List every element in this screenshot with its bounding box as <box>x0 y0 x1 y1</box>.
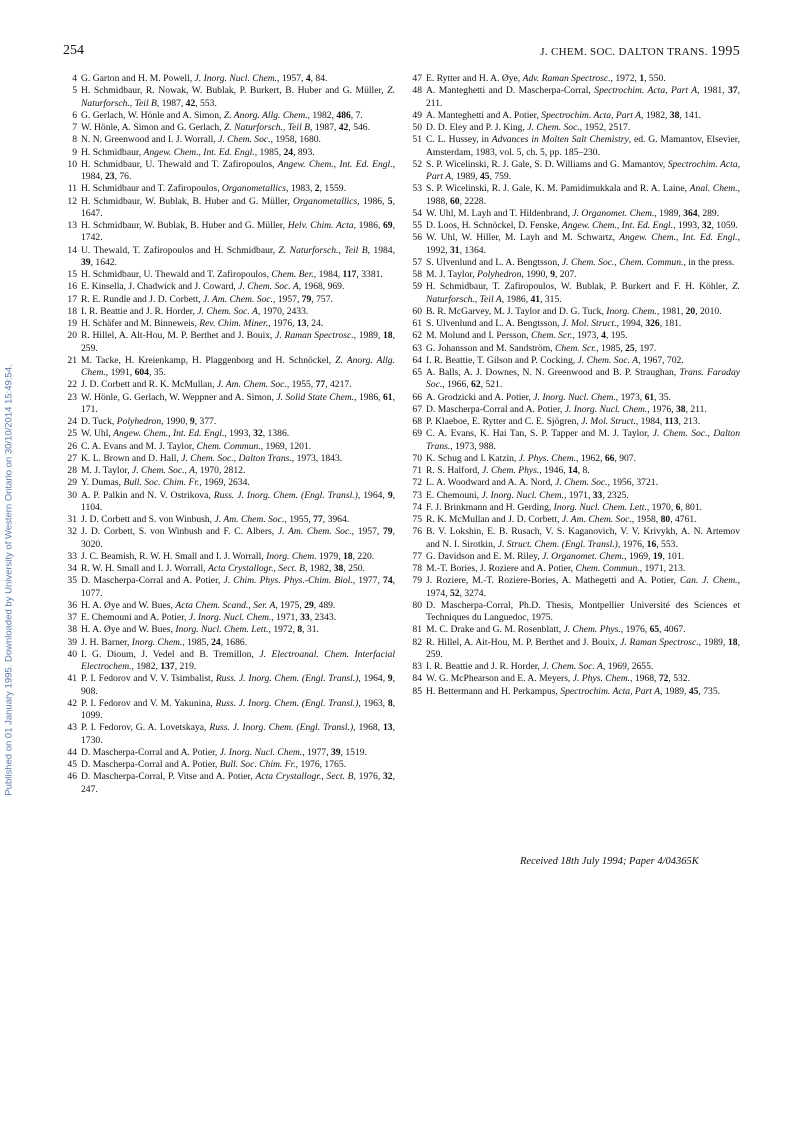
reference-number: 77 <box>412 550 422 562</box>
reference-number: 61 <box>412 318 422 329</box>
reference-item <box>63 147 395 159</box>
reference-text: E. Chemouni and A. Potier, J. Inorg. Nucl. Chem., 1971, 33, 2343. <box>81 612 337 623</box>
reference-number: 56 <box>412 232 422 244</box>
reference-number: 42 <box>67 697 77 709</box>
reference-number: 79 <box>412 575 422 587</box>
reference-number: 45 <box>67 759 77 770</box>
reference-number: 12 <box>67 195 77 207</box>
reference-number: 60 <box>412 305 422 317</box>
reference-text: D. Mascherpa-Corral and A. Potier, Bull. Soc. Chim. Fr., 1976, 1765. <box>81 759 347 770</box>
reference-number: 37 <box>67 612 77 623</box>
reference-number: 66 <box>412 391 422 403</box>
reference-text: D. Mascherpa-Corral, P. Vitse and A. Potier, Acta Crystallogr., Sect. B, 1976, 32, 247. <box>81 771 395 795</box>
reference-number: 7 <box>72 122 77 133</box>
reference-item <box>408 269 740 281</box>
reference-text: H. Schmidbaur, W. Bublak, B. Huber and G. Müller, Helv. Chim. Acta, 1986, 69, 1742. <box>81 220 395 244</box>
reference-text: W. Hönle, G. Gerlach, W. Weppner and A. Simon, J. Solid State Chem., 1986, 61, 171. <box>81 391 395 415</box>
reference-text: W. Uhl, Angew. Chem., Int. Ed. Engl., 1993, 32, 1386. <box>81 428 290 440</box>
reference-item <box>408 600 740 625</box>
reference-item <box>63 698 395 723</box>
reference-number: 28 <box>67 465 77 476</box>
reference-text: M. C. Drake and G. M. Rosenblatt, J. Chem. Phys., 1976, 65, 4067. <box>426 624 686 636</box>
reference-text: A. P. Palkin and N. V. Ostrikova, Russ. J. Inorg. Chem. (Engl. Transl.), 1964, 9, 1104. <box>81 489 396 513</box>
reference-item <box>408 343 740 355</box>
reference-item <box>408 465 740 477</box>
reference-text: B. V. Lokshin, E. B. Rusach, V. S. Kaganovich, V. V. Krivykh, A. N. Artemov and N. I. Sirotkin, J. Struct. Chem. (Engl. Transl.), 1976, 16, 553. <box>426 526 740 550</box>
reference-item <box>63 575 395 600</box>
reference-number: 22 <box>67 379 77 391</box>
reference-item <box>408 134 740 159</box>
reference-text: I. R. Beattie and J. R. Horder, J. Chem. Soc. A, 1970, 2433. <box>81 305 309 317</box>
references-right-column <box>408 73 740 698</box>
reference-text: J. D. Corbett, S. von Winbush and F. C. Albers, J. Am. Chem. Soc., 1957, 79, 3020. <box>81 526 395 550</box>
reference-number: 30 <box>67 489 77 501</box>
reference-text: P. Klaeboe, E. Rytter and C. E. Sjögren, J. Mol. Struct., 1984, 113, 213. <box>426 416 701 427</box>
reference-number: 6 <box>72 109 77 121</box>
reference-text: S. P. Wicelinski, R. J. Gale, S. D. Williams and G. Mamantov, Spectrochim. Acta, Part A, 1989, 45, 759. <box>426 158 741 182</box>
reference-number: 4 <box>72 73 77 84</box>
reference-number: 85 <box>412 685 422 697</box>
reference-item <box>63 318 395 330</box>
reference-item <box>63 416 395 428</box>
reference-number: 27 <box>67 452 77 464</box>
reference-item <box>408 551 740 563</box>
reference-item <box>63 453 395 465</box>
reference-item <box>63 526 395 551</box>
reference-text: M. J. Taylor, J. Chem. Soc., A, 1970, 2812. <box>81 465 246 476</box>
reference-item <box>63 637 395 649</box>
reference-number: 19 <box>67 318 77 329</box>
reference-number: 40 <box>67 648 77 660</box>
reference-number: 16 <box>67 281 77 293</box>
reference-item <box>63 441 395 453</box>
reference-text: M. Tacke, H. Kreienkamp, H. Plaggenborg and H. Schnöckel, Z. Anorg. Allg. Chem., 1991, 604, 35. <box>81 354 395 378</box>
reference-item <box>63 110 395 122</box>
reference-number: 13 <box>67 220 77 231</box>
reference-item <box>63 747 395 759</box>
reference-text: S. P. Wicelinski, R. J. Gale, K. M. Pamidimukkala and R. A. Laine, Anal. Chem., 1988, 60, 2228. <box>426 183 740 207</box>
reference-text: J. D. Corbett and R. K. McMullan, J. Am. Chem. Soc., 1955, 77, 4217. <box>81 379 352 391</box>
reference-number: 34 <box>67 563 77 574</box>
reference-number: 38 <box>67 624 77 636</box>
reference-text: H. A. Øye and W. Bues, Inorg. Nucl. Chem. Lett., 1972, 8, 31. <box>81 624 319 636</box>
reference-text: G. Johansson and M. Sandström, Chem. Scr., 1985, 25, 197. <box>426 342 657 354</box>
reference-item <box>63 159 395 184</box>
reference-text: B. R. McGarvey, M. J. Taylor and D. G. Tuck, Inorg. Chem., 1981, 20, 2010. <box>426 305 722 317</box>
reference-number: 33 <box>67 550 77 562</box>
reference-number: 20 <box>67 330 77 342</box>
reference-item <box>408 257 740 269</box>
reference-text: M. J. Taylor, Polyhedron, 1990, 9, 207. <box>426 269 577 280</box>
reference-text: C. A. Evans, K. Hai Tan, S. P. Tapper and M. J. Taylor, J. Chem. Soc., Dalton Trans., 1973, 988. <box>426 428 740 452</box>
reference-item <box>63 269 395 281</box>
reference-item <box>408 73 740 85</box>
reference-text: D. Mascherpa-Corral and A. Potier, J. Chim. Phys. Phys.-Chim. Biol., 1977, 74, 1077. <box>81 575 396 599</box>
reference-number: 65 <box>412 367 422 378</box>
reference-number: 47 <box>412 73 422 84</box>
reference-item <box>63 392 395 417</box>
reference-number: 5 <box>72 85 77 97</box>
reference-text: G. Gerlach, W. Hönle and A. Simon, Z. Anorg. Allg. Chem., 1982, 486, 7. <box>81 109 363 121</box>
reference-item <box>408 318 740 330</box>
download-watermark <box>2 330 16 830</box>
reference-text: S. Ulvenlund and L. A. Bengtsson, J. Mol. Struct., 1994, 326, 181. <box>426 318 682 329</box>
reference-number: 72 <box>412 477 422 489</box>
reference-text: D. D. Eley and P. J. King, J. Chem. Soc., 1952, 2517. <box>426 122 631 133</box>
reference-item <box>408 416 740 428</box>
reference-text: E. Rytter and H. A. Øye, Adv. Raman Spectrosc., 1972, 1, 550. <box>426 73 666 84</box>
reference-text: A. Manteghetti and A. Potier, Spectrochim. Acta, Part A, 1982, 38, 141. <box>426 109 701 121</box>
reference-text: W. Uhl, W. Hiller, M. Layh and M. Schwartz, Angew. Chem., Int. Ed. Engl., 1992, 31, 1364. <box>426 232 740 256</box>
reference-text: J. H. Barner, Inorg. Chem., 1985, 24, 1686. <box>81 636 248 648</box>
reference-text: M. Molund and I. Persson, Chem. Scr., 1973, 4, 195. <box>426 330 628 342</box>
references-left-column <box>63 73 395 796</box>
reference-number: 82 <box>412 636 422 648</box>
reference-text: R. W. H. Small and I. J. Worrall, Acta Crystallogr., Sect. B, 1982, 38, 250. <box>81 563 365 574</box>
reference-item <box>408 661 740 673</box>
reference-text: K. L. Brown and D. Hall, J. Chem. Soc., Dalton Trans., 1973, 1843. <box>81 452 343 464</box>
reference-item <box>63 465 395 477</box>
reference-number: 80 <box>412 599 422 611</box>
reference-item <box>408 110 740 122</box>
reference-item <box>63 183 395 195</box>
reference-number: 17 <box>67 293 77 305</box>
page-number: 254 <box>63 43 84 58</box>
reference-item <box>408 306 740 318</box>
reference-item <box>63 85 395 110</box>
reference-item <box>63 122 395 134</box>
reference-number: 70 <box>412 452 422 464</box>
reference-item <box>408 637 740 662</box>
reference-number: 23 <box>67 391 77 403</box>
reference-text: I. R. Beattie, T. Gilson and P. Cocking, J. Chem. Soc. A, 1967, 702. <box>426 354 684 366</box>
reference-text: G. Garton and H. M. Powell, J. Inorg. Nucl. Chem., 1957, 4, 84. <box>81 73 328 84</box>
reference-text: R. Hillel, A. Alt-Hou, M. P. Berthet and J. Bouix, J. Raman Spectrosc., 1989, 18, 259. <box>81 330 395 354</box>
reference-item <box>63 73 395 85</box>
reference-text: R. S. Halford, J. Chem. Phys., 1946, 14, 8. <box>426 465 590 476</box>
reference-number: 58 <box>412 269 422 280</box>
reference-item <box>408 453 740 465</box>
reference-item <box>408 330 740 342</box>
reference-number: 53 <box>412 183 422 195</box>
reference-item <box>63 722 395 747</box>
reference-item <box>408 122 740 134</box>
received-line: Received 18th July 1994; Paper 4/04365K <box>520 856 699 867</box>
reference-item <box>408 624 740 636</box>
reference-text: D. Mascherpa-Corral, Ph.D. Thesis, Montpellier Université des Sciences et Techniques du Languedoc, 1975. <box>426 599 740 623</box>
reference-item <box>408 220 740 232</box>
reference-number: 32 <box>67 526 77 538</box>
reference-number: 43 <box>67 722 77 734</box>
reference-number: 50 <box>412 122 422 133</box>
reference-item <box>63 134 395 146</box>
reference-number: 64 <box>412 354 422 366</box>
reference-text: P. I. Fedorov and V. M. Yakunina, Russ. J. Inorg. Chem. (Engl. Transl.), 1963, 8, 1099. <box>81 697 396 721</box>
reference-number: 14 <box>67 244 77 256</box>
reference-number: 21 <box>67 354 77 366</box>
reference-text: H. Bettermann and H. Perkampus, Spectrochim. Acta, Part A, 1989, 45, 735. <box>426 685 721 697</box>
reference-item <box>63 379 395 391</box>
reference-text: E. Chemouni, J. Inorg. Nucl. Chem., 1971, 33, 2325. <box>426 489 629 501</box>
reference-item <box>63 306 395 318</box>
reference-item <box>63 551 395 563</box>
reference-item <box>408 367 740 392</box>
reference-item <box>63 294 395 306</box>
download-note: Published on 01 January 1995. Downloaded by University of Western Ontario on 30/10/2014 15:49:54. <box>3 364 15 796</box>
reference-text: W. Uhl, M. Layh and T. Hildenbrand, J. Organomet. Chem., 1989, 364, 289. <box>426 207 720 219</box>
reference-text: P. I. Fedorov and V. V. Tsimbalist, Russ. J. Inorg. Chem. (Engl. Transl.), 1964, 9, 908. <box>81 673 395 697</box>
reference-text: A. Manteghetti and D. Mascherpa-Corral, Spectrochim. Acta, Part A, 1981, 37, 211. <box>426 85 741 109</box>
reference-number: 52 <box>412 158 422 170</box>
reference-text: Y. Dumas, Bull. Soc. Chim. Fr., 1969, 2634. <box>81 477 250 489</box>
reference-number: 35 <box>67 575 77 587</box>
reference-text: D. Mascherpa-Corral and A. Potier, J. Inorg. Nucl. Chem., 1976, 38, 211. <box>426 403 707 415</box>
reference-text: D. Loos, H. Schnöckel, D. Fenske, Angew. Chem., Int. Ed. Engl., 1993, 32, 1059. <box>426 220 738 231</box>
reference-text: H. Schmidbaur, U. Thewald and T. Zafiropoulos, Angew. Chem., Int. Ed. Engl., 1984, 23, 76. <box>81 158 396 182</box>
reference-text: L. A. Woodward and A. A. Nord, J. Chem. Soc., 1956, 3721. <box>426 477 658 489</box>
reference-text: H. Schmidbaur, U. Thewald and T. Zafiropoulos, Chem. Ber., 1984, 117, 3381. <box>81 269 383 280</box>
reference-text: I. G. Dioum, J. Vedel and B. Tremillon, J. Electroanal. Chem. Interfacial Electrochem., 1982, 137, 219. <box>81 648 395 672</box>
reference-number: 78 <box>412 563 422 574</box>
reference-item <box>408 686 740 698</box>
journal-year: 1995 <box>710 44 740 59</box>
reference-number: 11 <box>67 183 77 195</box>
reference-text: A. Balls, A. J. Downes, N. N. Greenwood and B. P. Straughan, Trans. Faraday Soc., 1966, 62, 521. <box>426 367 741 391</box>
reference-text: H. A. Øye and W. Bues, Acta Chem. Scand., Ser. A, 1975, 29, 489. <box>81 599 336 611</box>
reference-number: 83 <box>412 661 422 672</box>
reference-item <box>63 428 395 440</box>
reference-text: I. R. Beattie and J. R. Horder, J. Chem. Soc. A, 1969, 2655. <box>426 661 654 672</box>
reference-text: U. Thewald, T. Zafiropoulos and H. Schmidbaur, Z. Naturforsch., Teil B, 1984, 39, 1642. <box>81 244 395 268</box>
reference-text: J. D. Corbett and S. von Winbush, J. Am. Chem. Soc., 1955, 77, 3964. <box>81 514 350 525</box>
reference-text: D. Mascherpa-Corral and A. Potier, J. Inorg. Nucl. Chem., 1977, 39, 1519. <box>81 746 367 758</box>
reference-text: S. Ulvenlund and L. A. Bengtsson, J. Chem. Soc., Chem. Commun., in the press. <box>426 256 735 268</box>
reference-text: C. A. Evans and M. J. Taylor, Chem. Commun., 1969, 1201. <box>81 440 312 452</box>
reference-number: 68 <box>412 416 422 427</box>
reference-item <box>63 624 395 636</box>
reference-text: W. G. McPhearson and E. A. Meyers, J. Phys. Chem., 1968, 72, 532. <box>426 673 690 685</box>
reference-number: 51 <box>412 134 422 146</box>
reference-number: 67 <box>412 403 422 415</box>
reference-item <box>63 612 395 624</box>
reference-item <box>63 245 395 270</box>
reference-text: W. Hönle, A. Simon and G. Gerlach, Z. Naturforsch., Teil B, 1987, 42, 546. <box>81 122 370 133</box>
reference-number: 46 <box>67 771 77 783</box>
reference-item <box>408 208 740 220</box>
reference-number: 18 <box>67 305 77 317</box>
reference-item <box>63 673 395 698</box>
reference-number: 9 <box>72 146 77 158</box>
reference-item <box>408 673 740 685</box>
reference-number: 44 <box>67 746 77 758</box>
reference-text: H. Schmidbaur, T. Zafiropoulos, W. Bublak, P. Burkert and F. H. Köhler, Z. Naturforsch., Teil A, 1986, 41, 315. <box>426 281 740 305</box>
reference-item <box>408 392 740 404</box>
reference-number: 36 <box>67 599 77 611</box>
reference-text: R. K. McMullan and J. D. Corbett, J. Am. Chem. Soc., 1958, 80, 4761. <box>426 514 697 525</box>
reference-number: 74 <box>412 501 422 513</box>
reference-number: 10 <box>67 158 77 170</box>
reference-number: 69 <box>412 428 422 440</box>
reference-number: 57 <box>412 256 422 268</box>
reference-text: D. Tuck, Polyhedron, 1990, 9, 377. <box>81 416 217 427</box>
reference-number: 29 <box>67 477 77 489</box>
reference-number: 84 <box>412 673 422 685</box>
reference-number: 73 <box>412 489 422 501</box>
reference-number: 39 <box>67 636 77 648</box>
reference-item <box>408 575 740 600</box>
reference-text: H. Schäfer and M. Binneweis, Rev. Chim. Miner., 1976, 13, 24. <box>81 318 324 329</box>
reference-item <box>408 159 740 184</box>
reference-text: R. Hillel, A. Ait-Hou, M. P. Berthet and J. Bouix, J. Raman Spectrosc., 1989, 18, 259. <box>426 636 740 660</box>
reference-item <box>63 330 395 355</box>
reference-item <box>408 428 740 453</box>
reference-item <box>408 526 740 551</box>
reference-text: H. Schmidbaur, W. Bublak, B. Huber and G. Müller, Organometallics, 1986, 5, 1647. <box>81 195 395 219</box>
reference-text: C. L. Hussey, in Advances in Molten Salt Chemistry, ed. G. Mamantov, Elsevier, Amsterdam, 1983, vol. 5, ch. 5, pp. 185–230. <box>426 134 740 158</box>
reference-number: 31 <box>67 514 77 525</box>
reference-item <box>408 563 740 575</box>
reference-number: 71 <box>412 465 422 476</box>
reference-number: 76 <box>412 526 422 538</box>
reference-text: F. J. Brinkmann and H. Gerding, Inorg. Nucl. Chem. Lett., 1970, 6, 801. <box>426 501 703 513</box>
page-header <box>63 43 740 61</box>
reference-text: H. Schmidbaur, R. Nowak, W. Bublak, P. Burkert, B. Huber and G. Müller, Z. Naturforsch., Teil B, 1987, 42, 553. <box>81 85 395 109</box>
journal-name: J. CHEM. SOC. DALTON TRANS. <box>540 46 708 58</box>
reference-text: A. Grodzicki and A. Potier, J. Inorg. Nucl. Chem., 1973, 61, 35. <box>426 391 671 403</box>
reference-number: 25 <box>67 428 77 440</box>
reference-text: M.-T. Bories, J. Roziere and A. Potier, Chem. Commun., 1971, 213. <box>426 563 686 574</box>
reference-text: H. Schmidbaur, Angew. Chem., Int. Ed. Engl., 1985, 24, 893. <box>81 146 315 158</box>
reference-item <box>408 490 740 502</box>
reference-item <box>63 771 395 796</box>
reference-number: 24 <box>67 416 77 427</box>
reference-item <box>63 490 395 515</box>
reference-text: P. I. Fedorov, G. A. Lovetskaya, Russ. J. Inorg. Chem. (Engl. Transl.), 1968, 13, 1730. <box>81 722 395 746</box>
reference-number: 81 <box>412 624 422 636</box>
reference-item <box>63 600 395 612</box>
reference-item <box>63 281 395 293</box>
reference-text: G. Davidson and E. M. Riley, J. Organomet. Chem., 1969, 19, 101. <box>426 550 685 562</box>
reference-number: 54 <box>412 207 422 219</box>
reference-item <box>63 649 395 674</box>
reference-item <box>63 759 395 771</box>
reference-text: J. C. Beamish, R. W. H. Small and I. J. Worrall, Inorg. Chem. 1979, 18, 220. <box>81 550 375 562</box>
reference-number: 62 <box>412 330 422 342</box>
reference-item <box>63 355 395 380</box>
reference-item <box>408 404 740 416</box>
reference-number: 75 <box>412 514 422 525</box>
reference-item <box>408 281 740 306</box>
reference-number: 15 <box>67 269 77 280</box>
reference-item <box>408 85 740 110</box>
reference-text: N. N. Greenwood and I. J. Worrall, J. Chem. Soc., 1958, 1680. <box>81 134 321 146</box>
reference-text: J. Roziere, M.-T. Roziere-Bories, A. Mathegetti and A. Potier, Can. J. Chem., 1974, 52, 3274. <box>426 575 740 599</box>
reference-text: H. Schmidbaur and T. Zafiropoulos, Organometallics, 1983, 2, 1559. <box>81 183 346 195</box>
reference-item <box>63 514 395 526</box>
reference-item <box>408 502 740 514</box>
reference-item <box>63 220 395 245</box>
reference-number: 48 <box>412 85 422 97</box>
reference-item <box>408 355 740 367</box>
reference-number: 55 <box>412 220 422 231</box>
reference-item <box>63 196 395 221</box>
reference-text: E. Kinsella, J. Chadwick and J. Coward, J. Chem. Soc. A, 1968, 969. <box>81 281 345 293</box>
reference-item <box>408 232 740 257</box>
reference-text: K. Schug and I. Katzin, J. Phys. Chem., 1962, 66, 907. <box>426 452 636 464</box>
reference-item <box>408 514 740 526</box>
reference-item <box>63 477 395 489</box>
reference-text: R. E. Rundle and J. D. Corbett, J. Am. Chem. Soc., 1957, 79, 757. <box>81 293 333 305</box>
reference-number: 41 <box>67 673 77 685</box>
reference-number: 8 <box>72 134 77 146</box>
reference-number: 63 <box>412 342 422 354</box>
journal-running-head <box>540 44 740 60</box>
reference-item <box>408 183 740 208</box>
reference-item <box>408 477 740 489</box>
reference-number: 59 <box>412 281 422 293</box>
reference-number: 26 <box>67 440 77 452</box>
reference-number: 49 <box>412 109 422 121</box>
reference-item <box>63 563 395 575</box>
